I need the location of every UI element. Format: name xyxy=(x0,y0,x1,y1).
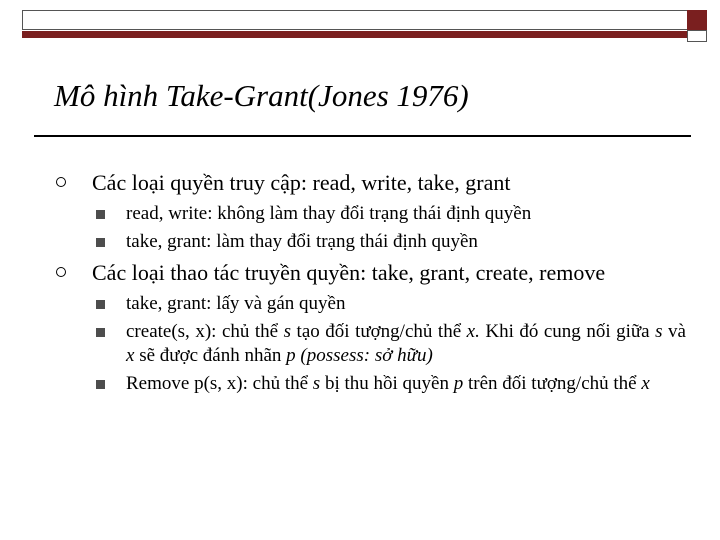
title-divider xyxy=(34,135,691,137)
text-run-italic: s xyxy=(312,373,321,394)
text-run: bị thu hồi quyền xyxy=(320,373,454,394)
square-bullet-icon xyxy=(96,380,105,389)
text-run: Remove p(s, x): chủ thể xyxy=(126,373,313,394)
text-run-italic: p xyxy=(453,373,464,394)
text-run-italic: x xyxy=(641,373,650,394)
text-run: create(s, x): chủ thể xyxy=(126,321,284,342)
text-run-italic: p (possess: sở hữu) xyxy=(286,345,433,366)
text-run-italic: s xyxy=(655,321,663,342)
sub-bullet-create xyxy=(56,320,686,368)
square-bullet-icon xyxy=(96,300,105,309)
text-run: Khi đó cung nối giữa xyxy=(479,321,656,342)
sub-bullet xyxy=(56,292,686,316)
hollow-circle-bullet-icon xyxy=(56,267,66,277)
sub-bullet-remove xyxy=(56,372,686,396)
square-bullet-icon xyxy=(96,238,105,247)
text-run-italic: x. xyxy=(466,321,480,342)
sub-bullet-text: take, grant: làm thay đổi trạng thái định quyền xyxy=(126,231,478,252)
hollow-circle-bullet-icon xyxy=(56,177,66,187)
square-bullet-icon xyxy=(96,328,105,337)
text-run: trên đối tượng/chủ thể xyxy=(463,373,642,394)
slide-body xyxy=(56,168,686,400)
text-run: và xyxy=(662,321,686,342)
square-bullet-icon xyxy=(96,210,105,219)
text-run: sẽ được đánh nhãn xyxy=(134,345,287,366)
bullet-transfer-operations xyxy=(56,258,686,288)
sub-bullet xyxy=(56,230,686,254)
text-run: tạo đối tượng/chủ thể xyxy=(291,321,467,342)
bullet-text: Các loại quyền truy cập: read, write, take, grant xyxy=(92,170,511,195)
slide-title: Mô hình Take-Grant(Jones 1976) xyxy=(54,78,469,113)
bullet-text: Các loại thao tác truyền quyền: take, grant, create, remove xyxy=(92,260,606,285)
bullet-access-rights xyxy=(56,168,686,198)
sub-bullet-text: read, write: không làm thay đổi trạng thái định quyền xyxy=(126,203,532,224)
text-run-italic: x xyxy=(126,345,135,366)
sub-bullet xyxy=(56,202,686,226)
sub-bullet-text: take, grant: lấy và gán quyền xyxy=(126,293,346,314)
text-run-italic: s xyxy=(283,321,292,342)
